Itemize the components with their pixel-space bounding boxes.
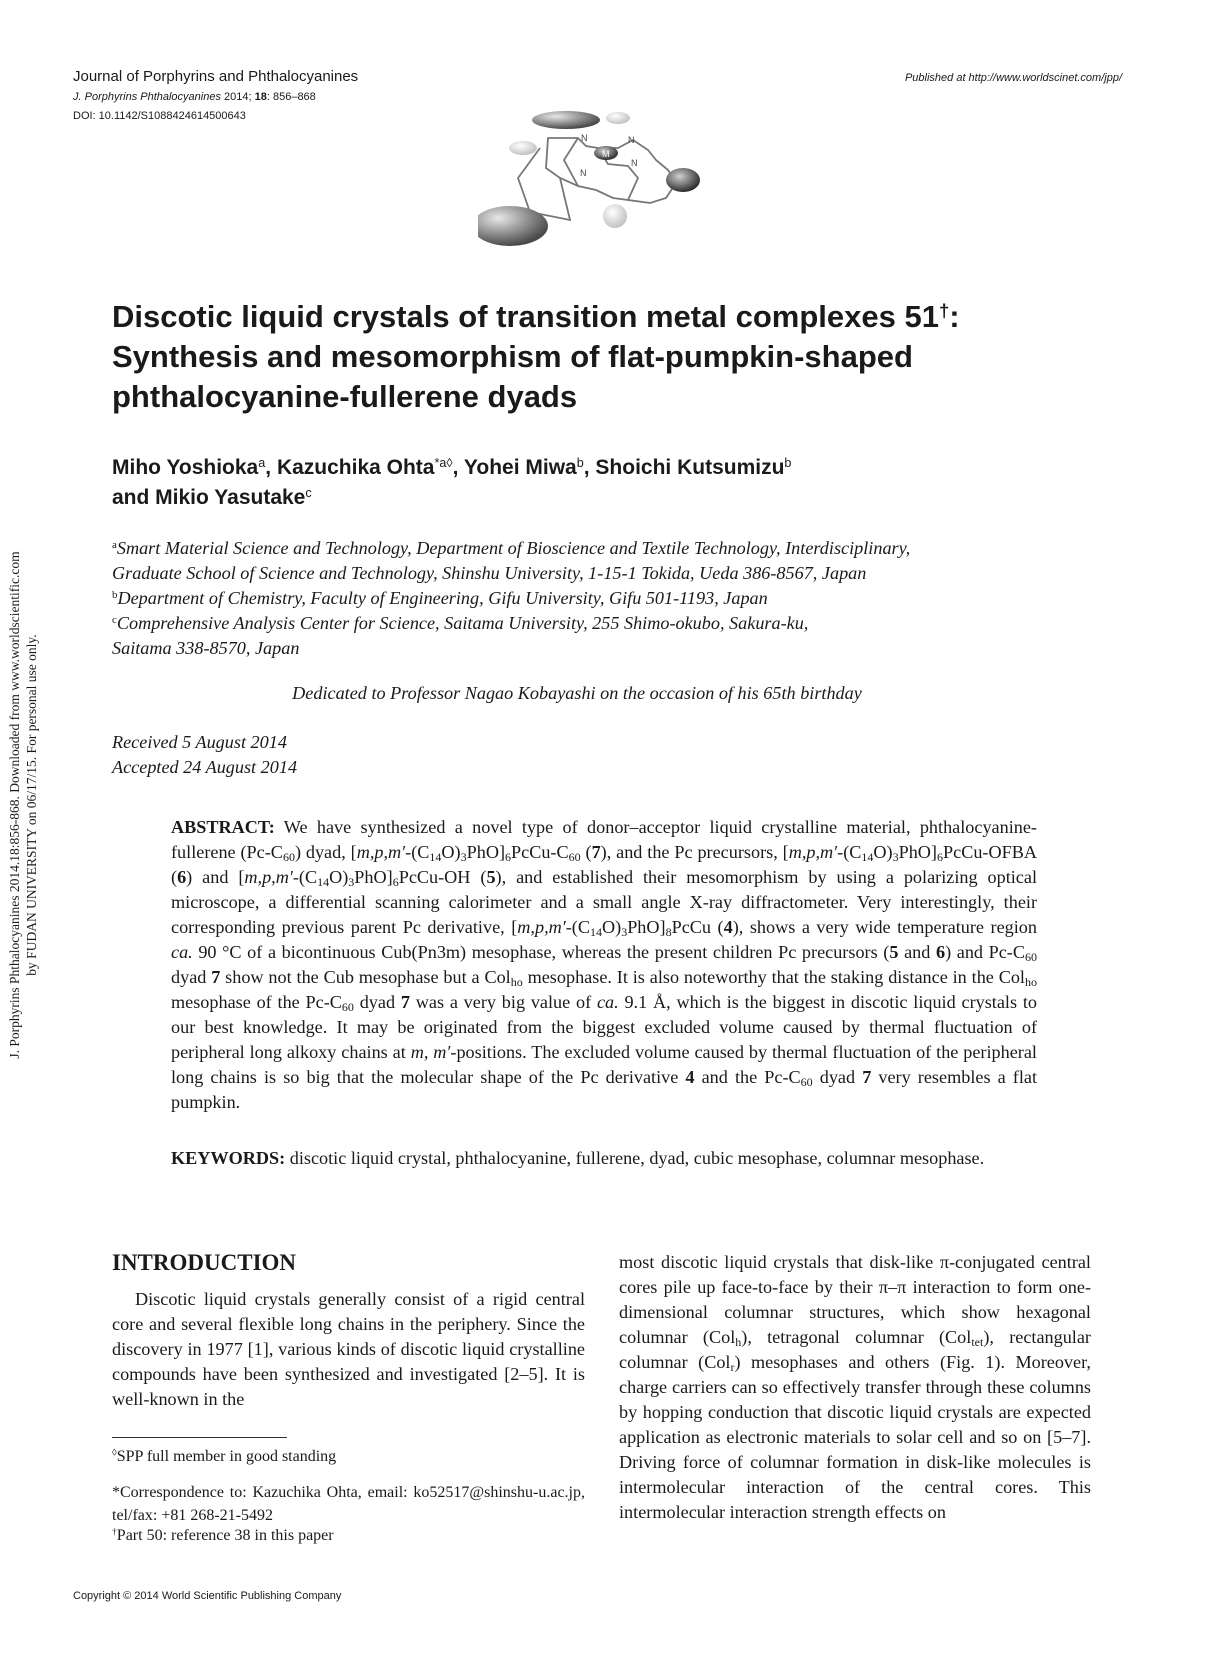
abstract-text: PhO] bbox=[466, 842, 506, 862]
affiliation-text: Smart Material Science and Technology, Department of Bioscience and Textile Technology, Interdisciplinary, bbox=[116, 538, 911, 558]
side-note-line-2: by FUDAN UNIVERSITY on 06/17/15. For personal use only. bbox=[24, 634, 39, 976]
author-separator: , bbox=[583, 456, 596, 479]
citation-pages: : 856–868 bbox=[266, 91, 316, 103]
author-separator: , bbox=[265, 456, 277, 479]
intro-right-column bbox=[619, 1250, 1091, 1525]
abstract-text: ) and bbox=[186, 867, 239, 887]
abstract-text: ), shows a very wide temperature region bbox=[732, 917, 1037, 937]
abstract-text: -(C bbox=[565, 917, 590, 937]
affiliation-c-cont: Saitama 338-8570, Japan bbox=[112, 638, 300, 658]
section-heading-introduction: INTRODUCTION bbox=[112, 1250, 297, 1275]
author-affil-mark: b bbox=[784, 456, 792, 471]
accepted-date: Accepted 24 August 2014 bbox=[112, 757, 298, 777]
side-note-line-1: J. Porphyrins Phthalocyanines 2014.18:856-868. Downloaded from www.worldscientific.com bbox=[7, 551, 22, 1059]
footnote-mark: † bbox=[112, 1526, 117, 1538]
title-colon: : bbox=[949, 299, 960, 334]
logo-lobe-top-right bbox=[606, 112, 630, 124]
abstract-italic: m,p,m′ bbox=[788, 842, 838, 862]
author-name: Shoichi Kutsumizu bbox=[595, 456, 785, 479]
compound-number: 5 bbox=[889, 942, 899, 962]
abstract-text: O) bbox=[873, 842, 893, 862]
abstract-italic: ca. bbox=[596, 992, 619, 1012]
subscript: 6 bbox=[505, 850, 512, 864]
abstract bbox=[171, 815, 1037, 1115]
affiliations bbox=[112, 536, 1102, 661]
abstract-italic: m,p,m′ bbox=[356, 842, 406, 862]
compound-number: 4 bbox=[723, 917, 733, 937]
author-name: Miho Yoshioka bbox=[112, 456, 259, 479]
article-title bbox=[112, 297, 1092, 417]
received-date: Received 5 August 2014 bbox=[112, 732, 287, 752]
intro-text: ), tetragonal columnar (Col bbox=[741, 1327, 972, 1347]
author-affil-mark: c bbox=[305, 486, 312, 501]
abstract-text: PcCu-OH ( bbox=[398, 867, 487, 887]
abstract-italic: m, m′ bbox=[410, 1042, 451, 1062]
citation-journal: J. Porphyrins Phthalocyanines bbox=[73, 91, 221, 103]
article-dates bbox=[112, 730, 297, 780]
author-affil-mark: b bbox=[576, 456, 584, 471]
abstract-label: ABSTRACT: bbox=[171, 817, 275, 837]
compound-number: 6 bbox=[935, 942, 946, 962]
subscript: 60 bbox=[1025, 950, 1037, 964]
abstract-text: PcCu-OFBA ( bbox=[171, 842, 1037, 887]
logo-lobe-top bbox=[532, 111, 600, 129]
footnote-spp bbox=[112, 1448, 336, 1466]
compound-number: 7 bbox=[862, 1067, 872, 1087]
abstract-text: PhO] bbox=[898, 842, 937, 862]
title-line-2: Synthesis and mesomorphism of flat-pumpkin-shaped bbox=[112, 339, 913, 374]
abstract-text: ) dyad, bbox=[294, 842, 351, 862]
abstract-italic: ca. bbox=[171, 942, 193, 962]
abstract-text: mesophase. It is also noteworthy that the staking distance in the Col bbox=[522, 967, 1025, 987]
subscript: 14 bbox=[861, 850, 874, 864]
download-side-note bbox=[6, 455, 40, 1155]
subscript: 14 bbox=[317, 875, 330, 889]
subscript: 3 bbox=[892, 850, 899, 864]
abstract-text: PcCu ( bbox=[671, 917, 724, 937]
abstract-text: -(C bbox=[837, 842, 862, 862]
journal-name: Journal of Porphyrins and Phthalocyanines bbox=[73, 68, 359, 85]
logo-atom-n: N bbox=[631, 158, 638, 168]
logo-atom-n: N bbox=[628, 135, 635, 145]
author-affil-mark: *a◊ bbox=[434, 456, 453, 471]
intro-text: ) mesophases and others (Fig. 1). Moreover, charge carriers can so effectively transfer through these columns by hopping conduction that discotic liquid crystals are expected application as electronic materials to solar cell and so on [5–7]. Driving force of columnar formation in disk-like molecules is intermolecular interaction of the central cores. This intermolecular interaction strength effects on bbox=[619, 1352, 1091, 1522]
logo-lobe-bottom bbox=[603, 204, 627, 228]
abstract-text: [ bbox=[511, 917, 518, 937]
logo-atom-n: N bbox=[581, 133, 588, 143]
abstract-text: [ bbox=[350, 842, 357, 862]
logo-atom-m: M bbox=[602, 149, 610, 159]
abstract-text: O) bbox=[329, 867, 349, 887]
affiliation-a bbox=[112, 536, 1102, 561]
affiliation-mark: c bbox=[112, 614, 117, 626]
footnote-text: Part 50: reference 38 in this paper bbox=[116, 1527, 334, 1544]
subscript: h bbox=[735, 1335, 742, 1349]
footnote-text: SPP full member in good standing bbox=[116, 1448, 337, 1465]
abstract-text: and the Pc-C bbox=[694, 1067, 801, 1087]
intro-text: ), rectangular columnar (Col bbox=[619, 1327, 1091, 1372]
abstract-text: -(C bbox=[405, 842, 430, 862]
abstract-text: O) bbox=[441, 842, 461, 862]
footnote-correspondence: *Correspondence to: Kazuchika Ohta, email: ko52517@shinshu-u.ac.jp, tel/fax: +81 268-21-5492 bbox=[112, 1484, 585, 1524]
doi: DOI: 10.1142/S1088424614500643 bbox=[73, 110, 246, 122]
author-list bbox=[112, 453, 1092, 513]
abstract-text: and bbox=[898, 942, 936, 962]
abstract-text: O) bbox=[601, 917, 622, 937]
footnote-part bbox=[112, 1527, 334, 1545]
title-line-1: Discotic liquid crystals of transition metal complexes 51 bbox=[112, 299, 939, 334]
abstract-text: 90 °C of a bicontinuous Cub(Pn3m) mesophase, whereas the present children Pc precursors ( bbox=[192, 942, 890, 962]
journal-citation bbox=[73, 91, 316, 103]
author-affil-mark: a bbox=[258, 456, 266, 471]
abstract-text: [ bbox=[782, 842, 789, 862]
intro-text: most discotic liquid crystals that disk-like π-conjugated central cores pile up face-to-face by their π–π interaction to form one-dimensional columnar structures, which show hexagonal columnar (Col bbox=[619, 1252, 1091, 1347]
abstract-text: We have synthesized a novel type of donor–acceptor liquid crystalline material, phthalocyanine-fullerene (Pc-C bbox=[171, 817, 1037, 862]
footnote-divider bbox=[112, 1437, 287, 1438]
abstract-text: -positions. The excluded volume caused by thermal fluctuation of the peripheral long chains is so big that the molecular shape of the Pc derivative bbox=[171, 1042, 1037, 1087]
published-at-link[interactable]: Published at http://www.worldscinet.com/jpp/ bbox=[904, 72, 1122, 84]
subscript: tet bbox=[971, 1335, 984, 1349]
subscript: 3 bbox=[460, 850, 467, 864]
abstract-text: dyad bbox=[812, 1067, 863, 1087]
compound-number: 7 bbox=[400, 992, 410, 1012]
affiliation-a-cont: Graduate School of Science and Technology, Shinshu University, 1-15-1 Tokida, Ueda 386-8567, Japan bbox=[112, 563, 867, 583]
author-name: Yohei Miwa bbox=[463, 456, 577, 479]
keywords-text: discotic liquid crystal, phthalocyanine, fullerene, dyad, cubic mesophase, columnar mesophase. bbox=[285, 1148, 985, 1168]
subscript: 60 bbox=[800, 1075, 813, 1089]
abstract-text: ) and Pc-C bbox=[945, 942, 1025, 962]
author-name: Kazuchika Ohta bbox=[276, 456, 435, 479]
affiliation-b bbox=[112, 586, 1102, 611]
affiliation-mark: b bbox=[112, 589, 118, 601]
compound-number: 5 bbox=[486, 867, 496, 887]
abstract-text: ), and the Pc precursors, bbox=[600, 842, 783, 862]
copyright: Copyright © 2014 World Scientific Publishing Company bbox=[73, 1590, 342, 1602]
abstract-text: was a very big value of bbox=[409, 992, 597, 1012]
dedication: Dedicated to Professor Nagao Kobayashi on the occasion of his 65th birthday bbox=[292, 683, 862, 703]
footnote-mark: ◊ bbox=[112, 1447, 117, 1459]
abstract-text: show not the Cub mesophase but a Col bbox=[220, 967, 511, 987]
subscript: 60 bbox=[282, 850, 295, 864]
affiliation-c bbox=[112, 611, 1102, 636]
author-separator: , bbox=[452, 456, 464, 479]
abstract-italic: m,p,m′ bbox=[517, 917, 566, 937]
abstract-text: very resembles a flat pumpkin. bbox=[171, 1067, 1038, 1112]
logo-lobe-left bbox=[509, 141, 537, 155]
logo-lobe-right bbox=[666, 168, 700, 192]
abstract-text: PhO] bbox=[354, 867, 393, 887]
compound-number: 7 bbox=[211, 967, 221, 987]
subscript: 60 bbox=[341, 1000, 354, 1014]
affiliation-text: Comprehensive Analysis Center for Science, Saitama University, 255 Shimo-okubo, Sakura-ku, bbox=[116, 613, 809, 633]
keywords bbox=[171, 1146, 1037, 1171]
author-name: and Mikio Yasutake bbox=[112, 486, 306, 509]
subscript: 14 bbox=[429, 850, 442, 864]
abstract-text: dyad bbox=[171, 967, 212, 987]
abstract-text: 9.1 Å, which is the biggest in discotic liquid crystals to our best knowledge. It may be originated from the biggest excluded volume caused by thermal fluctuation of peripheral long alkoxy chains at bbox=[171, 992, 1037, 1062]
subscript: ho bbox=[1025, 975, 1037, 989]
logo-lobe-bottom-left bbox=[478, 206, 548, 246]
abstract-text: ( bbox=[580, 842, 592, 862]
subscript: 3 bbox=[348, 875, 355, 889]
title-dagger: † bbox=[938, 299, 950, 321]
abstract-text: PcCu-C bbox=[511, 842, 569, 862]
citation-year: 2014; bbox=[220, 91, 255, 103]
subscript: 14 bbox=[589, 925, 602, 939]
intro-left-column: Discotic liquid crystals generally consist of a rigid central core and several flexible long chains in the periphery. Since the discovery in 1977 [1], various kinds of discotic liquid crystalline compounds have been synthesized and investigated [2–5]. It is well-known in the bbox=[112, 1289, 585, 1409]
compound-number: 7 bbox=[591, 842, 601, 862]
subscript: 6 bbox=[937, 850, 943, 864]
subscript: ho bbox=[510, 975, 523, 989]
abstract-text: -(C bbox=[292, 867, 318, 887]
abstract-text: mesophase of the Pc-C bbox=[171, 992, 342, 1012]
subscript: 6 bbox=[392, 875, 399, 889]
subscript: r bbox=[730, 1360, 735, 1374]
affiliation-text: Department of Chemistry, Faculty of Engineering, Gifu University, Gifu 501-1193, Japan bbox=[117, 588, 768, 608]
abstract-text: [ bbox=[238, 867, 245, 887]
keywords-label: KEYWORDS: bbox=[171, 1148, 286, 1168]
citation-volume: 18 bbox=[254, 91, 267, 103]
abstract-text: dyad bbox=[353, 992, 401, 1012]
logo-atom-n: N bbox=[580, 168, 587, 178]
abstract-text: ), and established their mesomorphism by using a polarizing optical microscope, a differential scanning calorimeter and a small angle X-ray diffractometer. Very interestingly, their corresponding previous parent Pc derivative, bbox=[171, 867, 1037, 937]
subscript: 8 bbox=[665, 925, 672, 939]
affiliation-mark: a bbox=[112, 539, 117, 551]
abstract-text: PhO] bbox=[627, 917, 666, 937]
title-line-3: phthalocyanine-fullerene dyads bbox=[112, 379, 578, 414]
abstract-italic: m,p,m′ bbox=[244, 867, 293, 887]
subscript: 3 bbox=[621, 925, 628, 939]
compound-number: 6 bbox=[177, 867, 187, 887]
compound-number: 4 bbox=[685, 1067, 695, 1087]
subscript: 60 bbox=[568, 850, 581, 864]
journal-logo-molecule bbox=[478, 108, 740, 268]
